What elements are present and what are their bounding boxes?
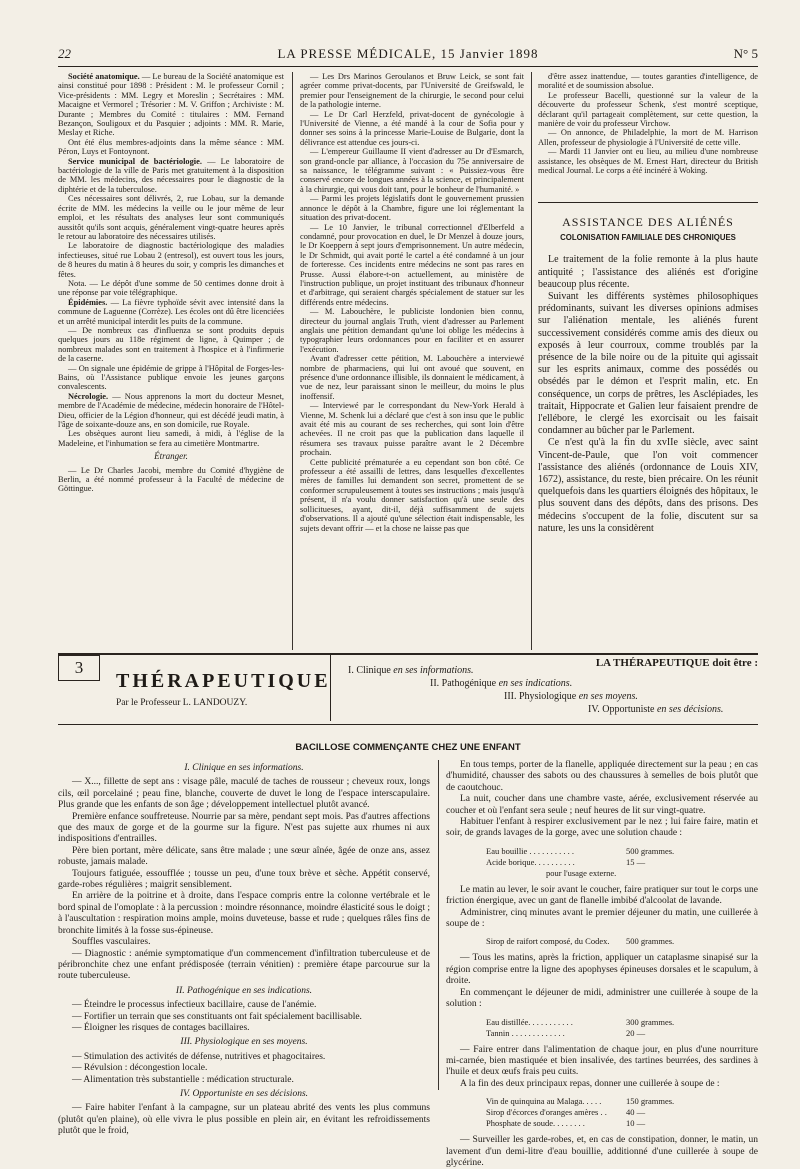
means-item: — Alimentation très substantielle : médication structurale. (72, 1074, 294, 1085)
news-item: — Interviewé par le correspondant du New-York Herald à Vienne, M. Schenk lui a déclaré que c'est à son insu que le public avait été mis au courant de ses recherches, qui sont loin d'être achevées. Il ne croit pas que la publication dans laquelle il résumera ses travaux puisse paraître avant le 2 Décembre prochain. (300, 401, 524, 458)
quantity: 15 — (626, 856, 646, 867)
prescription-borique (486, 846, 758, 879)
ingredient: Phosphate de soude. . . . . . . . (486, 1118, 585, 1129)
ingredient: Tannin . . . . . . . . . . . . . (486, 1027, 565, 1038)
news-column-1 (58, 72, 284, 650)
assistance-subtitle: COLONISATION FAMILIALE DES CHRONIQUES (560, 233, 736, 243)
article-paragraph: — Tous les matins, après la friction, appliquer un cataplasme sinapisé sur la région comprise entre la ligne des apophyses épineuses dorsales et le scapulum, à droite. (446, 953, 758, 987)
prescription-quinquina (486, 1096, 758, 1129)
quantity: 300 grammes. (626, 1016, 675, 1027)
quantity: 150 grammes. (626, 1096, 675, 1107)
news-item: — Le Dr Charles Jacobi, membre du Comité d'hygiène de Berlin, a été nommé professeur à la Faculté de médecine de Göttingue. (58, 465, 284, 494)
ingredient: Acide borique. . . . . . . . . . (486, 856, 575, 867)
news-item-text: — On signale une épidémie de grippe à l'Hôpital de Forges-les-Bains, où l'Assistance publique envoie les jeunes garçons convalescents. (58, 363, 284, 392)
news-item (58, 298, 284, 326)
article-right-column (446, 760, 758, 1168)
news-item: — Les Drs Marinos Geroulanos et Bruw Leick, se sont fait agréer comme privat-docents, par l'Université de Greifswald, le premier pour l'enseignement de la chirurgie, le second pour celui de la pathologie interne. (300, 72, 524, 110)
news-item: — Le 10 Janvier, le tribunal correctionnel d'Elberfeld a condamné, pour provocation en duel, le Dr Menzel à douze jours, le Dr Koeppern à sept jours d'emprisonnement. Un autre médecin, le Dr Schmidt, qui avait porté le cartel a été condamné à un jour de forteresse. Ces incidents entre médecins ne sont pas rares en Prusse. Aussi élabore-t-on actuellement, au ministère de l'instruction publique, un projet instituant des tribunaux d'honneur et d'arbitrage, qui seraient chargés spécialement de statuer sur les différends entre médecins. (300, 222, 524, 307)
article-paragraph: La nuit, coucher dans une chambre vaste, aérée, exclusivement réservée au coucher et où l'enfant sera seule ; neuf heures de lit sur vingt-quatre. (446, 794, 758, 816)
article-paragraph: En tous temps, porter de la flanelle, appliquée directement sur la peau ; en cas d'humidité, chausser des sabots ou des chaussures à semelles de bois plutôt que de caoutchouc. (446, 760, 758, 793)
news-item-heading: Société anatomique. (68, 72, 140, 81)
article-paragraph: En commençant le déjeuner de midi, administrer une cuillerée à soupe de la solution : (446, 987, 758, 1010)
news-item: — Le Dr Carl Herzfeld, privat-docent de gynécologie à l'Université de Vienne, a été mandé à la cour de Sofia pour y donner ses soins à la princesse Marie-Louise de Bulgarie, dont la délivrance est attendue ces jours-ci. (300, 109, 524, 147)
means-item: — Stimulation des activités de défense, nutritives et phagocitaires. (72, 1051, 326, 1062)
banner-divider (330, 655, 331, 721)
news-item (58, 364, 284, 392)
news-item-text: Nota. — Le dépôt d'une somme de 50 centimes donne droit à une réponse par voie télégraphique. (58, 278, 284, 298)
column-divider (438, 760, 439, 1090)
page-header (58, 46, 758, 66)
indication-item: — Fortifier un terrain que ses constituants ont fait spécialement bacillisable. (72, 1011, 362, 1022)
assistance-paragraph: Ce n'est qu'à la fin du xvIIe siècle, avec saint Vincent-de-Paule, que l'on voit commencer l'assistance des aliénés (ordonnance de Louis XIV, 1672), assistance, du reste, bien précaire. On les réunit quelquefois dans les quartiers éloignés des hôpitaux, le plus souvent dans des dépôts, dans des prisons. Des médecins s'occupent de la folie, discutent sur sa nature, les uns la considèrent (538, 437, 758, 534)
article-paragraph: — Diagnostic : anémie symptomatique d'un commencement d'infiltration tuberculeuse et de péribronchite chez une enfant prédisposée (terrain vénitien) : première étape parcourue sur la route tuberculeuse. (58, 948, 430, 982)
article-left-column (58, 760, 430, 1137)
news-item-text: — Le laboratoire de bactériologie de la ville de Paris met gratuitement à la disposition de MM. les médecins, des nécessaires pour le diagnostic de la diphtérie et de la tuberculose. (58, 156, 284, 194)
news-item (58, 279, 284, 298)
therapeutique-banner (58, 655, 758, 721)
prescription-line (486, 1096, 706, 1107)
quantity: 500 grammes. (626, 845, 675, 856)
subhead-physiologique: III. Physiologique en ses moyens. (180, 1037, 308, 1048)
article-paragraph: Souffles vasculaires. (72, 937, 151, 948)
quantity: 500 grammes. (626, 936, 675, 947)
news-item: — M. Labouchère, le publiciste londonien bien connu, directeur du journal anglais Truth, vient d'adresser au Parlement anglais une pétition demandant qu'une loi oblige les médecins à typographier leurs ordonnances pour en faciliter et en assurer l'exécution. (300, 307, 524, 354)
list-item-2: II. Pathogénique en ses indications. (430, 678, 573, 689)
news-item: — On annonce, de Philadelphie, la mort de M. Harrison Allen, professeur de physiologie à l'Université de cette ville. (538, 128, 758, 147)
news-item-heading: Service municipal de bactériologie. (68, 156, 202, 166)
news-item (58, 194, 284, 241)
subhead-opportuniste: IV. Opportuniste en ses décisions. (179, 1088, 309, 1099)
quantity: 10 — (626, 1118, 646, 1129)
prescription-line (486, 936, 706, 947)
page-number: 22 (58, 46, 71, 61)
news-item (58, 157, 284, 195)
news-item (58, 72, 284, 138)
indication-item: — Éteindre le processus infectieux bacillaire, cause de l'anémie. (72, 1000, 317, 1011)
list-item-3: III. Physiologique en ses moyens. (504, 691, 638, 702)
list-item-1: I. Clinique en ses informations. (348, 665, 474, 676)
news-item: d'être assez inattendue, — toutes garanties d'intelligence, de moralité et de soumission absolue. (538, 72, 758, 91)
news-column-2 (300, 72, 524, 650)
subhead-pathogenique: II. Pathogénique en ses indications. (175, 985, 313, 996)
ingredient: Sirop d'écorces d'oranges amères . . (486, 1107, 607, 1118)
section-author: Par le Professeur L. LANDOUZY. (116, 698, 248, 708)
article-title: BACILLOSE COMMENÇANTE CHEZ UNE ENFANT (295, 742, 521, 753)
article-paragraph: — Faire habiter l'enfant à la campagne, sur un plateau abrité des vents les plus communs (plutôt qu'en plaine), où elle vivra le plus possible en plein air, en évitant les refroidissements plutôt que le froid, (58, 1103, 430, 1137)
means-item: — Révulsion : décongestion locale. (72, 1063, 208, 1074)
article-paragraph: Habituer l'enfant à respirer exclusivement par le nez ; lui faire faire, matin et soir, de grands lavages de la gorge, avec une solution chaude : (446, 817, 758, 839)
therapeutique-list-title: LA THÉRAPEUTIQUE doit être : (595, 657, 758, 669)
list-item-4: IV. Opportuniste en ses décisions. (588, 704, 724, 715)
assistance-title: ASSISTANCE DES ALIÉNÉS (562, 215, 734, 229)
news-item-text: — Le bureau de la Société anatomique est ainsi constitué pour 1898 : Président : M. le professeur Cornil ; Vice-présidents : MM. Legry et Moreslin ; Secrétaires : MM. Macaigne et Vermorel ; Trésorier : M. V. Griffon ; Archiviste : M. Durante ; Membres du Comité : titulaires : MM. Fernand Bezançon, Souligoux et du Pasquier ; adjoints : MM. R. Marie, Meslay et Riche. (58, 72, 284, 138)
article-paragraph: Le matin au lever, le soir avant le coucher, faire pratiquer sur tout le corps une friction énergique, avec un gant de flanelle imbibé d'alcoolat de lavande. (446, 884, 758, 907)
indication-item: — Éloigner les risques de contages bacillaires. (72, 1022, 250, 1033)
ingredient: Vin de quinquina au Malaga. . . . . (486, 1096, 602, 1107)
article-paragraph: — Faire entrer dans l'alimentation de chaque jour, en plus d'une nourriture mi-carnée, bien mastiquée et bien insalivée, des tartines beurrées, des sardines à l'huile et deux œufs frais peu cuits. (446, 1044, 758, 1078)
section-title: THÉRAPEUTIQUE (116, 670, 331, 692)
header-rule (58, 66, 758, 67)
banner-rule (58, 724, 758, 725)
article-paragraph: En arrière de la poitrine et à droite, dans l'espace compris entre la colonne vertébrale et le bord spinal de l'omoplate : à la percussion : moindre résonnance, moindre élasticité sous le doigt ; à l'auscultation : respiration moins ample, moins duveteuse, basse et rude ; quelques râles fins de bronchite limités à la fosse sus-épineuse. (58, 891, 430, 936)
ingredient: Sirop de raifort composé, du Codex. (486, 936, 610, 947)
news-item-heading: Épidémies. (68, 297, 108, 307)
assistance-paragraph: Le traitement de la folie remonte à la plus haute antiquité ; l'assistance des aliénés est d'origine beaucoup plus récente. (538, 254, 758, 290)
news-item-text: Ces nécessaires sont délivrés, 2, rue Lobau, sur la demande écrite de MM. les médecins la veille ou le jour même de leur emploi, et les résultats des analyses leur sont communiqués aussitôt qu'ils sont acquis, généralement vingt-quatre heures après le retour au laboratoire des nécessaires utilisés. (58, 194, 284, 241)
quantity: 40 — (626, 1107, 646, 1118)
prescription-line (486, 1028, 706, 1039)
news-item: Le professeur Bacelli, questionné sur la valeur de la découverte du professeur Schenk, s'est montré sceptique, déclarant qu'il partageait complètement, sur cette question, la manière de voir du professeur Virchow. (538, 90, 758, 129)
news-item (58, 429, 284, 448)
ingredient: Eau distillée. . . . . . . . . . . (486, 1016, 573, 1027)
news-item (58, 326, 284, 364)
column-divider (292, 72, 293, 650)
news-item: Cette publicité prématurée a eu cependant son bon côté. Ce professeur a été assailli de lettres, dans lesquelles d'excellentes mères de familles lui demandent son secret, promettent de se conformer scrupuleusement à toutes ses instructions ; mais jusqu'à présent, il n'a voulu donner satisfaction qu'à une seule des sollicitueses, ayant, dit-il, déjà suffisamment de sujets d'observations. Il a ajouté qu'une sélection était indispensable, les sujets devant offrir — et la chose ne laisse pas que (300, 457, 524, 533)
news-item: Avant d'adresser cette pétition, M. Labouchère a interviewé nombre de pharmaciens, qui lui ont avoué que souvent, en présence d'une ordonnance illisible, ils donnaient le médicament, à vue de nez, leur paraissant sinon le meilleur, du moins le plus inoffensif. (300, 354, 524, 401)
subhead-etranger: Étranger. (154, 451, 188, 462)
news-item: — L'empereur Guillaume II vient d'adresser au Dr d'Esmarch, son grand-oncle par alliance, à l'occasion du 75e anniversaire de sa naissance, le télégramme suivant : « Puissiez-vous être conservé encore de longues années à la science, et principalement à la chirurgie, qui vous doit tant, pour le bonheur de l'humanité. » (300, 147, 524, 194)
news-item (58, 138, 284, 157)
prescription-tannin (486, 1017, 758, 1039)
prescription-line (486, 857, 706, 868)
news-column-3 (538, 72, 758, 196)
ingredient: Eau bouillie . . . . . . . . . . . (486, 845, 575, 856)
news-item-text: Ont été élus membres-adjoints dans la même séance : MM. Péron, Luys et Fontoynont. (58, 137, 284, 157)
assistance-body (538, 254, 758, 535)
news-item-text: Les obsèques auront lieu samedi, à midi, à l'église de la Madeleine, et l'inhumation se fera au cimetière Montmartre. (58, 429, 284, 448)
prescription-note: pour l'usage externe. (546, 867, 617, 878)
news-item-text: — De nombreux cas d'influenza se sont produits depuis quelques jours au 118e régiment de ligne, à Quimper ; de nombreux malades sont en traitement à l'hospice et à l'infirmerie de la caserne. (58, 325, 284, 364)
column-divider (531, 72, 532, 650)
subhead-clinique: I. Clinique en ses informations. (184, 763, 304, 773)
prescription-sirop (486, 936, 758, 947)
journal-title: LA PRESSE MÉDICALE, 15 Janvier 1898 (277, 46, 539, 61)
quantity: 20 — (626, 1027, 646, 1038)
prescription-line (486, 846, 706, 857)
news-item-text: Le laboratoire de diagnostic bactériologique des maladies infectieuses, situé rue Lobau 2 (entresol), est ouvert tous les jours, de 8 heures du matin à 8 heures du soir, y compris les dimanches et fêtes. (58, 241, 284, 279)
article-paragraph: — X..., fillette de sept ans : visage pâle, maculé de taches de rousseur ; cheveux roux, longs cils, œil porcelainé ; peau fine, blanche, couverte de duvet le long de l'espace interscapulaire. Plus grande que les enfants de son âge ; développement intellectuel plutôt avancé. (58, 777, 430, 811)
prescription-line (486, 1017, 706, 1028)
news-item-text: — Nous apprenons la mort du docteur Mesnet, membre de l'Académie de médecine, médecin honoraire de l'Hôtel-Dieu, officier de la Légion d'honneur, qui est décédé jeudi matin, à l'âge de soixante-douze ans, en son domicile, rue Royale. (58, 391, 284, 430)
article-paragraph: Première enfance souffreteuse. Nourrie par sa mère, pendant sept mois. Pas d'autres affections que des maux de gorge et de la gourme sur la figure. N'est pas sujette aux rhumes ni aux indispositions d'entrailles. (58, 811, 430, 845)
news-item: — Parmi les projets législatifs dont le gouvernement prussien annonce le dépôt à la Chambre, figure une loi réglementant la situation des privat-docent. (300, 194, 524, 223)
news-item-text: — La fièvre typhoïde sévit avec intensité dans la commune de Laguenne (Corrèze). Les écoles ont dû être licenciées et un arrêté municipal interdit les puits de la commune. (58, 297, 284, 326)
prescription-line (486, 1118, 706, 1129)
article-paragraph: Père bien portant, mère délicate, sans être malade ; une sœur aînée, âgée de onze ans, assez robuste, jamais malade. (58, 845, 430, 868)
assistance-paragraph: Suivant les différents systèmes philosophiques prédominants, suivant les diverses opinions admises sur l'aliénation mentale, les aliénés furent successivement considérés comme amis des dieux ou exposés à leur courroux, comme troublés par la présence de la bile noire ou de la pituite qui agissait sur les esprits animaux, comme des possédés ou obsédés par le démon et l'esprit malin, etc. En conséquence, un corps de prêtres, les Asclépiades, les traitait, Hippocrate et Galien leur faisaient prendre de l'ellébore, le clergé les exorcisait ou les faisait condamner au bûcher par le Parlement. (538, 291, 758, 437)
section-number: 3 (58, 655, 100, 681)
article-paragraph: A la fin des deux principaux repas, donner une cuillerée à soupe de : (460, 1078, 720, 1089)
article-paragraph: Administrer, cinq minutes avant le premier déjeuner du matin, une cuillerée à soupe de : (446, 907, 758, 930)
news-item (58, 241, 284, 279)
assistance-section (538, 206, 758, 652)
news-item: — Mardi 11 Janvier ont eu lieu, au milieu d'une nombreuse assistance, les obsèques de M. Ernest Hart, directeur du British medical Journal. Le corps a été incinéré à Woking. (538, 147, 758, 176)
news-item (58, 392, 284, 430)
news-item-heading: Nécrologie. (68, 391, 109, 401)
prescription-line (486, 1107, 706, 1118)
article-paragraph: Toujours fatiguée, essoufflée ; tousse un peu, d'une toux brève et sèche. Appétit conservé, garde-robes régulières ; maigrit sensiblement. (58, 868, 430, 891)
section-rule (538, 202, 758, 203)
issue-number: N° 5 (733, 46, 758, 61)
article-paragraph: — Surveiller les garde-robes, et, en cas de constipation, donner, le matin, un lavement d'un demi-litre d'eau bouillie, additionné d'une cuillerée à soupe de glycérine. (446, 1135, 758, 1168)
